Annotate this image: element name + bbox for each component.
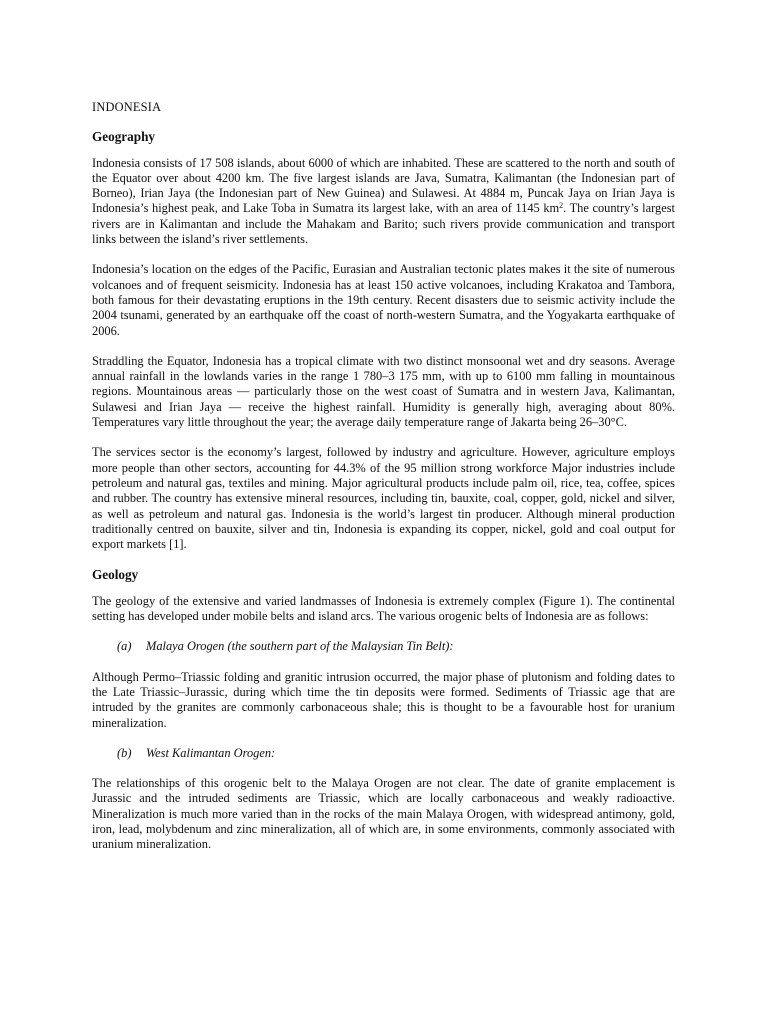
subheading-title-b: West Kalimantan Orogen:	[146, 745, 276, 760]
geography-paragraph-2: Indonesia’s location on the edges of the Pacific, Eurasian and Australian tectonic plates makes it the site of numerous volcanoes and of frequent seismicity. Indonesia has at least 150 active volcanoes, including Krakatoa and Tambora, both famous for their devastating eruptions in the 19th century. Recent disasters due to seismic activity include the 2004 tsunami, generated by an earthquake off the coast of north-western Sumatra, and the Yogyakarta earthquake of 2006.	[92, 262, 675, 338]
geography-paragraph-3: Straddling the Equator, Indonesia has a tropical climate with two distinct monsoonal wet and dry seasons. Average annual rainfall in the lowlands varies in the range 1 780–3 175 mm, with up to 6100 mm falling in mountainous regions. Mountainous areas — particularly those on the west coast of Sumatra and in western Java, Kalimantan, Sulawesi and Irian Jaya — receive the highest rainfall. Humidity is generally high, averaging about 80%. Temperatures vary little throughout the year; the average daily temperature range of Jakarta being 26–30°C.	[92, 353, 675, 430]
subheading-marker-a: (a)	[117, 639, 132, 654]
geography-paragraph-4: The services sector is the economy’s largest, followed by industry and agriculture. However, agriculture employs more people than other sectors, accounting for 44.3% of the 95 million strong workforce Major industries include petroleum and natural gas, textiles and mining. Major agricultural products include palm oil, rice, tea, coffee, spices and rubber. The country has extensive mineral resources, including tin, bauxite, coal, copper, gold, nickel and silver, as well as petroleum and natural gas. Indonesia is the world’s largest tin producer. Although mineral production traditionally centred on bauxite, silver and tin, Indonesia is expanding its copper, nickel, gold and coal output for export markets [1].	[92, 445, 675, 552]
geography-paragraph-1-text-b: . The country’s largest rivers are in Kalimantan and include the Mahakam and Barito; such rivers provide communication and transport links between the island’s river settlements.	[92, 201, 675, 247]
document-title: INDONESIA	[92, 100, 162, 114]
subheading-malaya-orogen	[92, 639, 675, 654]
geography-paragraph-1	[92, 156, 675, 248]
section-heading-geology: Geology	[92, 567, 139, 583]
subheading-marker-b: (b)	[117, 745, 132, 760]
geology-paragraph-2: Although Permo–Triassic folding and granitic intrusion occurred, the major phase of plutonism and folding dates to the Late Triassic–Jurassic, during which time the tin deposits were formed. Sediments of Triassic age that are intruded by the granites are commonly carbonaceous shale; this is thought to be a favourable host for uranium mineralization.	[92, 669, 675, 730]
geology-paragraph-1: The geology of the extensive and varied landmasses of Indonesia is extremely complex (Figure 1). The continental setting has developed under mobile belts and island arcs. The various orogenic belts of Indonesia are as follows:	[92, 593, 675, 624]
subheading-west-kalimantan-orogen	[92, 746, 675, 761]
document-page	[92, 100, 675, 868]
superscript-2: 2	[559, 201, 564, 211]
geography-paragraph-1-text-a: Indonesia consists of 17 508 islands, about 6000 of which are inhabited. These are scattered to the north and south of the Equator over about 4200 km. The five largest islands are Java, Sumatra, Kalimantan (the Indonesian part of Borneo), Irian Jaya (the Indonesian part of New Guinea) and Sulawesi. At 4884 m, Puncak Jaya on Irian Jaya is Indonesia’s highest peak, and Lake Toba in Sumatra its largest lake, with an area of 1145 km	[92, 155, 675, 216]
geology-paragraph-3: The relationships of this orogenic belt to the Malaya Orogen are not clear. The date of granite emplacement is Jurassic and the intruded sediments are Triassic, which are locally carbonaceous and weakly radioactive. Mineralization is much more varied than in the rocks of the main Malaya Orogen, with widespread antimony, gold, iron, lead, molybdenum and zinc mineralization, all of which are, in some environments, commonly associated with uranium mineralization.	[92, 776, 675, 852]
section-heading-geography: Geography	[92, 129, 156, 145]
subheading-title-a: Malaya Orogen (the southern part of the Malaysian Tin Belt):	[146, 639, 454, 654]
